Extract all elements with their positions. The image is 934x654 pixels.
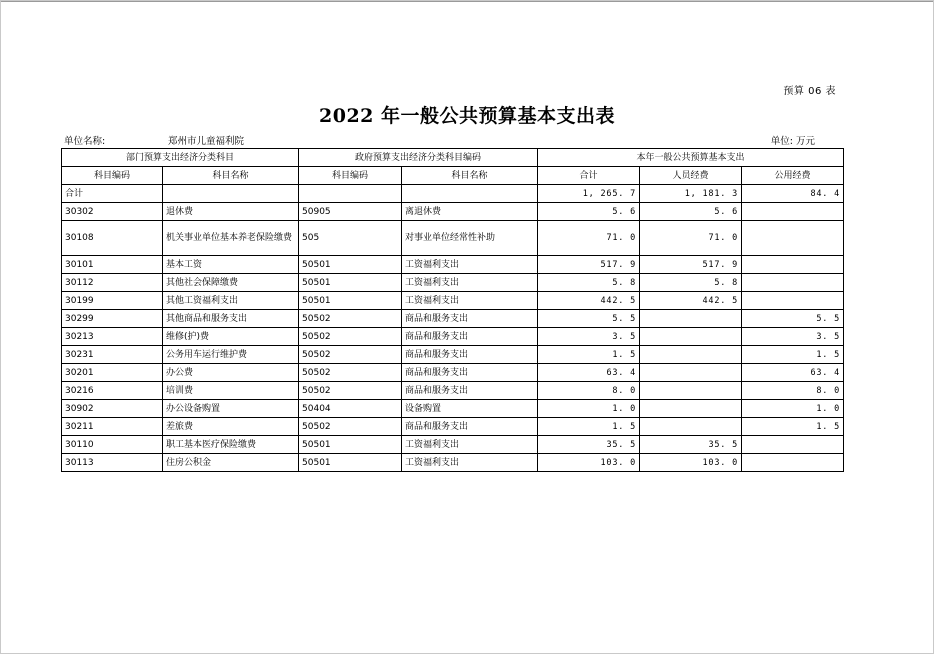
amount-total: 5. 8	[538, 274, 640, 292]
subject-name: 机关事业单位基本养老保险缴费	[163, 221, 299, 256]
amount-personnel	[640, 400, 742, 418]
gov-subject-code: 50501	[299, 436, 402, 454]
table-row	[62, 328, 844, 346]
amount-personnel	[640, 346, 742, 364]
gov-subject-name: 商品和服务支出	[402, 328, 538, 346]
page-title: 2022 年一般公共预算基本支出表	[319, 105, 615, 127]
subject-code: 30211	[62, 418, 163, 436]
subject-code: 30101	[62, 256, 163, 274]
unit-name-value: 郑州市儿童福利院	[168, 136, 245, 147]
column-header: 科目编码	[62, 167, 163, 185]
table-row	[62, 346, 844, 364]
gov-subject-code: 50502	[299, 418, 402, 436]
amount-personnel: 517. 9	[640, 256, 742, 274]
gov-subject-name: 商品和服务支出	[402, 382, 538, 400]
table-row	[62, 364, 844, 382]
gov-subject-name: 对事业单位经常性补助	[402, 221, 538, 256]
gov-subject-code: 50501	[299, 274, 402, 292]
amount-public	[742, 292, 844, 310]
amount-personnel: 35. 5	[640, 436, 742, 454]
gov-subject-code: 50905	[299, 203, 402, 221]
amount-personnel	[640, 382, 742, 400]
amount-total: 1. 5	[538, 346, 640, 364]
gov-subject-name: 商品和服务支出	[402, 364, 538, 382]
table-row	[62, 418, 844, 436]
amount-total: 3. 5	[538, 328, 640, 346]
subject-name: 维修(护)费	[163, 328, 299, 346]
subject-name: 住房公积金	[163, 454, 299, 472]
gov-subject-name: 工资福利支出	[402, 454, 538, 472]
header-group-row	[62, 149, 844, 167]
amount-public: 3. 5	[742, 328, 844, 346]
column-header-row	[62, 167, 844, 185]
amount-personnel: 5. 6	[640, 203, 742, 221]
amount-public	[742, 274, 844, 292]
subject-name: 办公费	[163, 364, 299, 382]
amount-personnel	[640, 418, 742, 436]
amount-total: 103. 0	[538, 454, 640, 472]
budget-table	[61, 148, 844, 472]
total-row	[62, 185, 844, 203]
subject-code: 30201	[62, 364, 163, 382]
table-row	[62, 436, 844, 454]
table-row	[62, 454, 844, 472]
gov-subject-name: 商品和服务支出	[402, 418, 538, 436]
gov-subject-code: 50501	[299, 256, 402, 274]
amount-total: 8. 0	[538, 382, 640, 400]
subject-name: 办公设备购置	[163, 400, 299, 418]
subject-name: 职工基本医疗保险缴费	[163, 436, 299, 454]
amount-total: 442. 5	[538, 292, 640, 310]
subject-code: 30302	[62, 203, 163, 221]
subject-code: 30113	[62, 454, 163, 472]
subject-code: 30299	[62, 310, 163, 328]
subject-code: 30199	[62, 292, 163, 310]
subject-code: 30231	[62, 346, 163, 364]
subject-code: 30902	[62, 400, 163, 418]
subject-code: 30112	[62, 274, 163, 292]
gov-subject-name: 商品和服务支出	[402, 346, 538, 364]
subject-code: 30213	[62, 328, 163, 346]
gov-subject-name: 工资福利支出	[402, 256, 538, 274]
unit-name-label: 单位名称:	[64, 136, 106, 147]
amount-public: 63. 4	[742, 364, 844, 382]
amount-personnel: 5. 8	[640, 274, 742, 292]
amount-public: 1. 5	[742, 418, 844, 436]
amount-public	[742, 203, 844, 221]
subject-name: 退休费	[163, 203, 299, 221]
amount-personnel: 103. 0	[640, 454, 742, 472]
form-number: 预算 06 表	[783, 86, 836, 97]
subject-name: 培训费	[163, 382, 299, 400]
amount-personnel: 442. 5	[640, 292, 742, 310]
gov-subject-code: 50501	[299, 454, 402, 472]
amount-total: 35. 5	[538, 436, 640, 454]
currency-unit: 单位: 万元	[770, 136, 815, 147]
amount-personnel	[640, 328, 742, 346]
amount-public	[742, 221, 844, 256]
amount-public: 1. 5	[742, 346, 844, 364]
gov-subject-code: 50502	[299, 346, 402, 364]
gov-subject-name: 设备购置	[402, 400, 538, 418]
table-cell	[163, 185, 299, 203]
amount-total: 63. 4	[538, 364, 640, 382]
subject-name: 其他商品和服务支出	[163, 310, 299, 328]
gov-subject-name: 工资福利支出	[402, 274, 538, 292]
total-personnel: 1, 181. 3	[640, 185, 742, 203]
amount-total: 71. 0	[538, 221, 640, 256]
total-amount: 1, 265. 7	[538, 185, 640, 203]
subject-name: 公务用车运行维护费	[163, 346, 299, 364]
total-public: 84. 4	[742, 185, 844, 203]
column-header: 科目名称	[402, 167, 538, 185]
subject-name: 其他社会保障缴费	[163, 274, 299, 292]
column-header: 合计	[538, 167, 640, 185]
table-row	[62, 274, 844, 292]
table-row	[62, 256, 844, 274]
amount-personnel	[640, 364, 742, 382]
gov-subject-name: 商品和服务支出	[402, 310, 538, 328]
column-header: 人员经费	[640, 167, 742, 185]
subject-code: 30108	[62, 221, 163, 256]
gov-subject-name: 工资福利支出	[402, 436, 538, 454]
header-group-dept: 部门预算支出经济分类科目	[62, 149, 299, 167]
subject-name: 差旅费	[163, 418, 299, 436]
amount-public	[742, 256, 844, 274]
amount-total: 517. 9	[538, 256, 640, 274]
header-group-expenditure: 本年一般公共预算基本支出	[538, 149, 844, 167]
gov-subject-code: 50502	[299, 382, 402, 400]
amount-total: 5. 5	[538, 310, 640, 328]
gov-subject-code: 50501	[299, 292, 402, 310]
gov-subject-name: 工资福利支出	[402, 292, 538, 310]
table-row	[62, 203, 844, 221]
total-label: 合计	[62, 185, 163, 203]
table-row	[62, 382, 844, 400]
header-group-gov: 政府预算支出经济分类科目编码	[299, 149, 538, 167]
gov-subject-code: 50502	[299, 328, 402, 346]
amount-public: 8. 0	[742, 382, 844, 400]
table-row	[62, 221, 844, 256]
subject-name: 基本工资	[163, 256, 299, 274]
amount-public	[742, 454, 844, 472]
gov-subject-code: 505	[299, 221, 402, 256]
table-cell	[402, 185, 538, 203]
unit-info-line	[62, 133, 843, 146]
subject-code: 30110	[62, 436, 163, 454]
subject-name: 其他工资福利支出	[163, 292, 299, 310]
amount-total: 1. 5	[538, 418, 640, 436]
table-row	[62, 310, 844, 328]
amount-personnel: 71. 0	[640, 221, 742, 256]
subject-code: 30216	[62, 382, 163, 400]
amount-total: 1. 0	[538, 400, 640, 418]
amount-total: 5. 6	[538, 203, 640, 221]
amount-public: 1. 0	[742, 400, 844, 418]
gov-subject-name: 离退休费	[402, 203, 538, 221]
gov-subject-code: 50502	[299, 310, 402, 328]
amount-personnel	[640, 310, 742, 328]
column-header: 科目名称	[163, 167, 299, 185]
table-row	[62, 400, 844, 418]
column-header: 科目编码	[299, 167, 402, 185]
column-header: 公用经费	[742, 167, 844, 185]
amount-public: 5. 5	[742, 310, 844, 328]
amount-public	[742, 436, 844, 454]
gov-subject-code: 50404	[299, 400, 402, 418]
gov-subject-code: 50502	[299, 364, 402, 382]
table-row	[62, 292, 844, 310]
table-cell	[299, 185, 402, 203]
